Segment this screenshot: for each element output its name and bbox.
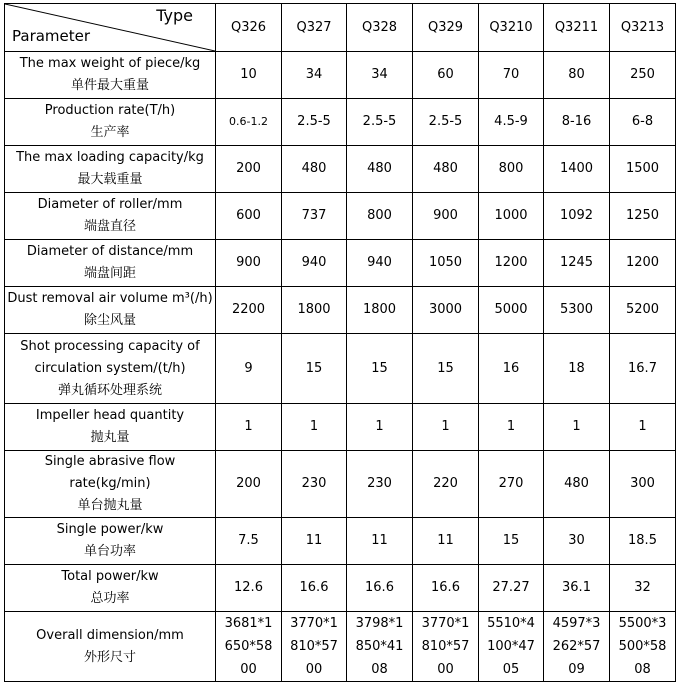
parameter-name-cn: 单台抛丸量 [77, 498, 143, 513]
value-cell: 10 [216, 52, 282, 99]
value-line: 100*47 [487, 639, 535, 654]
parameter-cell [5, 518, 216, 565]
value-cell: 2.5-5 [413, 99, 479, 146]
value-cell: 1 [216, 404, 282, 451]
table-row [5, 193, 676, 240]
value-cell: 300 [610, 451, 676, 518]
value-cell: 2.5-5 [347, 99, 413, 146]
model-header: Q328 [347, 4, 413, 52]
value-cell: 270 [479, 451, 544, 518]
table-row [5, 451, 676, 518]
table-row [5, 287, 676, 334]
value-cell: 230 [282, 451, 347, 518]
value-cell: 480 [544, 451, 610, 518]
value-cell: 15 [413, 334, 479, 404]
value-cell: 32 [610, 565, 676, 612]
value-cell: 7.5 [216, 518, 282, 565]
parameter-name-cn: 外形尺寸 [83, 649, 136, 665]
parameter-cell [5, 404, 216, 451]
model-header: Q329 [413, 4, 479, 52]
value-line: 650*58 [224, 639, 273, 654]
value-line: 00 [437, 662, 454, 677]
value-cell: 1092 [544, 193, 610, 240]
value-cell [282, 612, 347, 682]
parameter-name-en: Diameter of roller/mm [37, 197, 183, 212]
table-row [5, 404, 676, 451]
value-cell: 15 [479, 518, 544, 565]
value-cell: 2200 [216, 287, 282, 334]
parameter-name-cn: 单件最大重量 [70, 78, 149, 93]
parameter-cell [5, 565, 216, 612]
value-cell: 940 [347, 240, 413, 287]
parameter-name-cn: 最大载重量 [77, 172, 143, 187]
value-cell [413, 612, 479, 682]
parameter-name-en: Dust removal air volume m³(/h) [7, 291, 213, 306]
parameter-cell [5, 146, 216, 193]
value-line: 4597*3 [552, 616, 601, 631]
value-line: 810*57 [290, 639, 338, 654]
parameter-name-en: Single abrasive flow rate(kg/min) [44, 454, 176, 491]
value-cell: 11 [282, 518, 347, 565]
value-cell: 12.6 [216, 565, 282, 612]
value-cell: 1245 [544, 240, 610, 287]
value-cell: 8-16 [544, 99, 610, 146]
value-line: 850*41 [355, 639, 404, 654]
value-cell: 600 [216, 193, 282, 240]
parameter-name-en: Total power/kw [61, 569, 159, 584]
value-cell: 200 [216, 146, 282, 193]
value-cell: 1500 [610, 146, 676, 193]
value-cell: 30 [544, 518, 610, 565]
value-cell [610, 612, 676, 682]
parameter-name-en: Single power/kw [56, 522, 164, 537]
value-cell: 737 [282, 193, 347, 240]
parameter-name-cn: 弹丸循环处理系统 [57, 382, 162, 398]
value-cell: 1 [479, 404, 544, 451]
value-line: 08 [634, 662, 651, 677]
parameter-name-cn: 单台功率 [83, 544, 136, 559]
value-cell: 34 [347, 52, 413, 99]
parameter-name-cn: 除尘风量 [83, 313, 136, 328]
parameter-name-en: Overall dimension/mm [36, 627, 184, 643]
value-cell: 80 [544, 52, 610, 99]
value-cell: 27.27 [479, 565, 544, 612]
parameter-name-en: Shot processing capacity of [20, 338, 200, 354]
value-line: 5500*3 [618, 616, 667, 631]
parameter-name-cn: 总功率 [90, 591, 130, 606]
value-cell: 18.5 [610, 518, 676, 565]
value-line: 262*57 [552, 639, 601, 654]
value-cell [544, 612, 610, 682]
parameter-cell [5, 193, 216, 240]
value-cell: 16.6 [347, 565, 413, 612]
value-cell: 5300 [544, 287, 610, 334]
model-header: Q326 [216, 4, 282, 52]
parameter-name-en: Production rate(T/h) [44, 103, 176, 118]
value-line: 09 [568, 662, 585, 677]
value-cell: 900 [216, 240, 282, 287]
parameter-cell [5, 287, 216, 334]
value-cell: 36.1 [544, 565, 610, 612]
value-cell: 16 [479, 334, 544, 404]
value-line: 08 [371, 662, 388, 677]
value-cell: 1800 [347, 287, 413, 334]
value-cell: 5200 [610, 287, 676, 334]
value-cell: 800 [347, 193, 413, 240]
value-cell: 4.5-9 [479, 99, 544, 146]
model-header: Q3210 [479, 4, 544, 52]
value-cell: 16.7 [610, 334, 676, 404]
value-line: 3798*1 [355, 616, 404, 631]
table-row [5, 146, 676, 193]
value-line: 5510*4 [487, 616, 535, 631]
parameter-cell [5, 52, 216, 99]
parameter-name-en: The max weight of piece/kg [19, 56, 201, 71]
model-header: Q3211 [544, 4, 610, 52]
header-corner-cell [5, 4, 216, 52]
value-cell: 800 [479, 146, 544, 193]
value-cell: 1 [347, 404, 413, 451]
parameter-cell [5, 612, 216, 682]
model-header: Q3213 [610, 4, 676, 52]
parameter-name-cn: 生产率 [90, 125, 130, 140]
parameter-name-en: Impeller head quantity [35, 408, 185, 423]
parameter-name-en-continued: circulation system/(t/h) [34, 360, 186, 376]
value-cell: 1200 [479, 240, 544, 287]
table-row [5, 99, 676, 146]
parameter-cell [5, 240, 216, 287]
value-cell: 480 [413, 146, 479, 193]
parameter-cell [5, 99, 216, 146]
parameter-name-cn: 端盘间距 [83, 266, 136, 281]
value-line: 3681*1 [224, 616, 273, 631]
value-cell: 70 [479, 52, 544, 99]
value-cell: 480 [347, 146, 413, 193]
value-cell [479, 612, 544, 682]
value-cell: 480 [282, 146, 347, 193]
value-cell: 900 [413, 193, 479, 240]
value-cell: 16.6 [413, 565, 479, 612]
value-cell: 1200 [610, 240, 676, 287]
value-cell: 0.6-1.2 [216, 99, 282, 146]
value-cell: 6-8 [610, 99, 676, 146]
value-cell: 1250 [610, 193, 676, 240]
value-cell: 1400 [544, 146, 610, 193]
value-line: 00 [305, 662, 323, 677]
parameter-cell [5, 334, 216, 404]
table-row [5, 612, 676, 682]
value-cell: 1050 [413, 240, 479, 287]
value-line: 500*58 [618, 639, 667, 654]
value-cell: 1000 [479, 193, 544, 240]
value-cell: 1 [282, 404, 347, 451]
value-cell: 15 [347, 334, 413, 404]
value-cell: 3000 [413, 287, 479, 334]
value-line: 3770*1 [290, 616, 338, 631]
value-cell: 15 [282, 334, 347, 404]
value-cell: 11 [413, 518, 479, 565]
value-line: 00 [240, 662, 257, 677]
value-cell: 1 [413, 404, 479, 451]
value-cell: 9 [216, 334, 282, 404]
table-row [5, 240, 676, 287]
table-row [5, 334, 676, 404]
value-cell: 34 [282, 52, 347, 99]
parameter-name-cn: 抛丸量 [90, 430, 130, 445]
spec-table [4, 3, 676, 682]
model-header: Q327 [282, 4, 347, 52]
value-cell [347, 612, 413, 682]
header-row [5, 4, 676, 52]
value-line: 05 [502, 662, 520, 677]
value-cell: 1800 [282, 287, 347, 334]
value-cell: 250 [610, 52, 676, 99]
value-cell: 16.6 [282, 565, 347, 612]
parameter-name-en: The max loading capacity/kg [16, 150, 204, 165]
value-cell: 18 [544, 334, 610, 404]
table-row [5, 518, 676, 565]
value-cell: 11 [347, 518, 413, 565]
value-cell: 1 [544, 404, 610, 451]
value-cell: 200 [216, 451, 282, 518]
value-cell: 60 [413, 52, 479, 99]
value-cell: 1 [610, 404, 676, 451]
value-cell [216, 612, 282, 682]
table-row [5, 52, 676, 99]
value-cell: 220 [413, 451, 479, 518]
value-cell: 5000 [479, 287, 544, 334]
parameter-name-cn: 端盘直径 [83, 219, 136, 234]
value-cell: 940 [282, 240, 347, 287]
value-cell: 230 [347, 451, 413, 518]
parameter-header-label: Parameter [12, 27, 91, 45]
parameter-name-en: Diameter of distance/mm [26, 244, 194, 259]
value-line: 810*57 [421, 639, 470, 654]
value-cell: 2.5-5 [282, 99, 347, 146]
table-row [5, 565, 676, 612]
value-line: 3770*1 [421, 616, 470, 631]
type-header-label: Type [156, 6, 193, 25]
parameter-cell [5, 451, 216, 518]
